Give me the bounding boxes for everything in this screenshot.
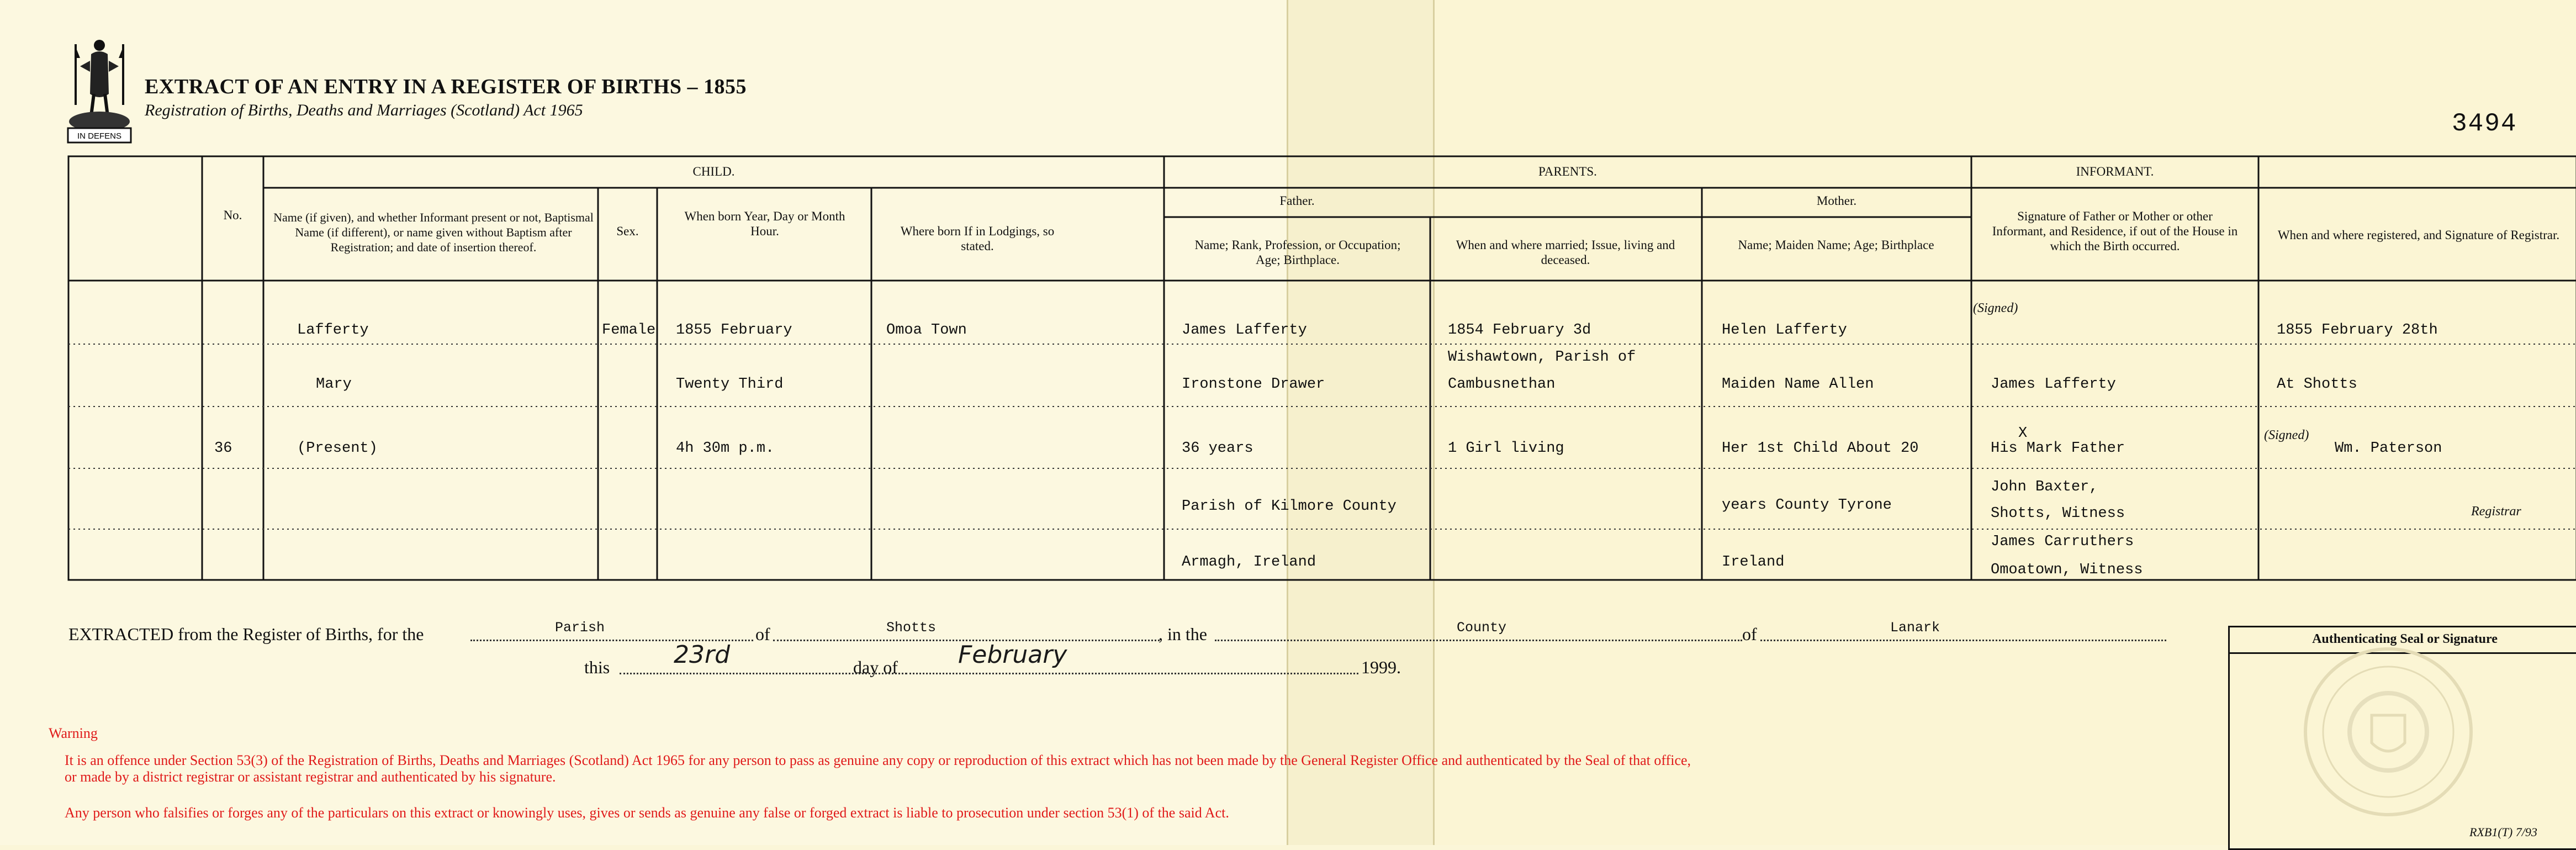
married-place-2: Cambusnethan <box>1448 376 1556 393</box>
warning-line-3: Any person who falsifies or forges any of the particulars on this extract or knowingly uses, gives or sends as genuine any false or forged extract is liable to prosecution under section 53(1) of the said Act. <box>65 805 1229 821</box>
entry-number: 36 <box>214 440 232 457</box>
county-name: Lanark <box>1890 620 1940 636</box>
informant-name: James Lafferty <box>1991 376 2116 393</box>
month-dotted-line <box>906 673 1358 674</box>
registrar-name: Wm. Paterson <box>2335 440 2442 457</box>
witness-2-name: James Carruthers <box>1991 534 2134 550</box>
father-occupation: Ironstone Drawer <box>1182 376 1325 393</box>
mother-name: Helen Lafferty <box>1722 322 1847 339</box>
extract-this: this <box>584 657 610 677</box>
child-forename: Mary <box>316 376 352 393</box>
parish-type: Parish <box>555 620 605 636</box>
header-father-name: Name; Rank, Profession, or Occupation; Age; Birthplace. <box>1194 238 1401 267</box>
born-hour: 4h 30m p.m. <box>676 440 775 457</box>
mother-birthplace: Ireland <box>1722 554 1785 571</box>
header-registered: When and where registered, and Signature of Registrar. <box>2277 228 2560 242</box>
header-child: CHILD. <box>692 165 735 178</box>
header-no: No. <box>223 208 242 222</box>
handwritten-month: February <box>958 641 1067 669</box>
warning-line-1: It is an offence under Section 53(3) of the Registration of Births, Deaths and Marriages (Scotland) Act 1965 for any person to pass as genuine any copy or reproduction of this extract which has not been made by the General Register Office and authenticated by the Seal of that office, <box>65 752 1691 768</box>
born-year-month: 1855 February <box>676 322 792 339</box>
married-date: 1854 February 3d <box>1448 322 1591 339</box>
serial-number: 3494 <box>2452 109 2517 138</box>
header-father: Father. <box>1279 194 1315 208</box>
crest-motto: IN DEFENS <box>77 131 122 141</box>
extract-lead-text: EXTRACTED from the Register of Births, for the <box>68 624 424 644</box>
document-title: EXTRACT OF AN ENTRY IN A REGISTER OF BIRTHS – 1855 <box>145 75 747 98</box>
registered-date: 1855 February 28th <box>2277 322 2438 339</box>
header-mother-name: Name; Maiden Name; Age; Birthplace <box>1738 238 1934 252</box>
header-when-married: When and where married; Issue, living and deceased. <box>1456 238 1675 267</box>
header-name: Name (if given), and whether Informant present or not, Baptismal Name (if different), or name given without Baptism after Registration; and date of insertion thereof. <box>273 210 594 254</box>
registered-place: At Shotts <box>2277 376 2357 393</box>
authentication-heading: Authenticating Seal or Signature <box>2228 626 2576 654</box>
warning-heading: Warning <box>49 725 98 741</box>
born-place: Omoa Town <box>886 322 967 339</box>
header-mother: Mother. <box>1816 194 1857 208</box>
informant-signed-label: (Signed) <box>1973 301 2018 315</box>
registrar-signed-label: (Signed) <box>2264 428 2309 442</box>
header-informant-signature: Signature of Father or Mother or other Informant, and Residence, if out of the House in which the Birth occurred. <box>1992 209 2238 253</box>
married-place-1: Wishawtown, Parish of <box>1448 349 1636 366</box>
extract-in-the: , in the <box>1159 624 1207 644</box>
child-present: (Present) <box>297 440 378 457</box>
informant-mark: X <box>2018 425 2028 442</box>
header-parents: PARENTS. <box>1538 165 1597 178</box>
extract-of-2: of <box>1742 624 1757 644</box>
witness-2-place: Omoatown, Witness <box>1991 562 2143 578</box>
mother-age-2: years County Tyrone <box>1722 497 1892 514</box>
father-birthplace-2: Armagh, Ireland <box>1182 554 1316 571</box>
child-sex: Female <box>602 322 656 339</box>
extract-of-1: of <box>755 624 770 644</box>
father-birthplace-1: Parish of Kilmore County <box>1182 498 1397 515</box>
county-type: County <box>1457 620 1507 636</box>
informant-relation: His Mark Father <box>1991 440 2125 457</box>
mother-maiden-name: Maiden Name Allen <box>1722 376 1874 393</box>
document-subtitle: Registration of Births, Deaths and Marriages (Scotland) Act 1965 <box>145 101 583 119</box>
child-surname: Lafferty <box>297 322 369 339</box>
extract-day-of: day of <box>853 657 898 677</box>
form-code: RXB1(T) 7/93 <box>2469 825 2537 839</box>
issue-living: 1 Girl living <box>1448 440 1564 457</box>
mother-age-1: Her 1st Child About 20 <box>1722 440 1919 457</box>
extract-year: 1999. <box>1361 657 1401 677</box>
header-when-born: When born Year, Day or Month Hour. <box>684 209 845 238</box>
father-name: James Lafferty <box>1182 322 1307 339</box>
born-day: Twenty Third <box>676 376 784 393</box>
warning-line-2: or made by a district registrar or assistant registrar and authenticated by his signature. <box>65 769 556 785</box>
registrar-label: Registrar <box>2471 504 2521 519</box>
county-dotted-line <box>1215 640 1742 641</box>
witness-1-place: Shotts, Witness <box>1991 505 2125 522</box>
header-where-born: Where born If in Lodgings, so stated. <box>900 224 1055 253</box>
father-age: 36 years <box>1182 440 1253 457</box>
handwritten-day: 23rd <box>674 641 731 669</box>
witness-1-name: John Baxter, <box>1991 479 2098 495</box>
header-informant: INFORMANT. <box>2076 165 2154 178</box>
embossed-seal <box>2275 632 2501 826</box>
header-sex: Sex. <box>616 224 639 238</box>
parish-name: Shotts <box>886 620 937 636</box>
county-name-dotted-line <box>1760 640 2166 641</box>
